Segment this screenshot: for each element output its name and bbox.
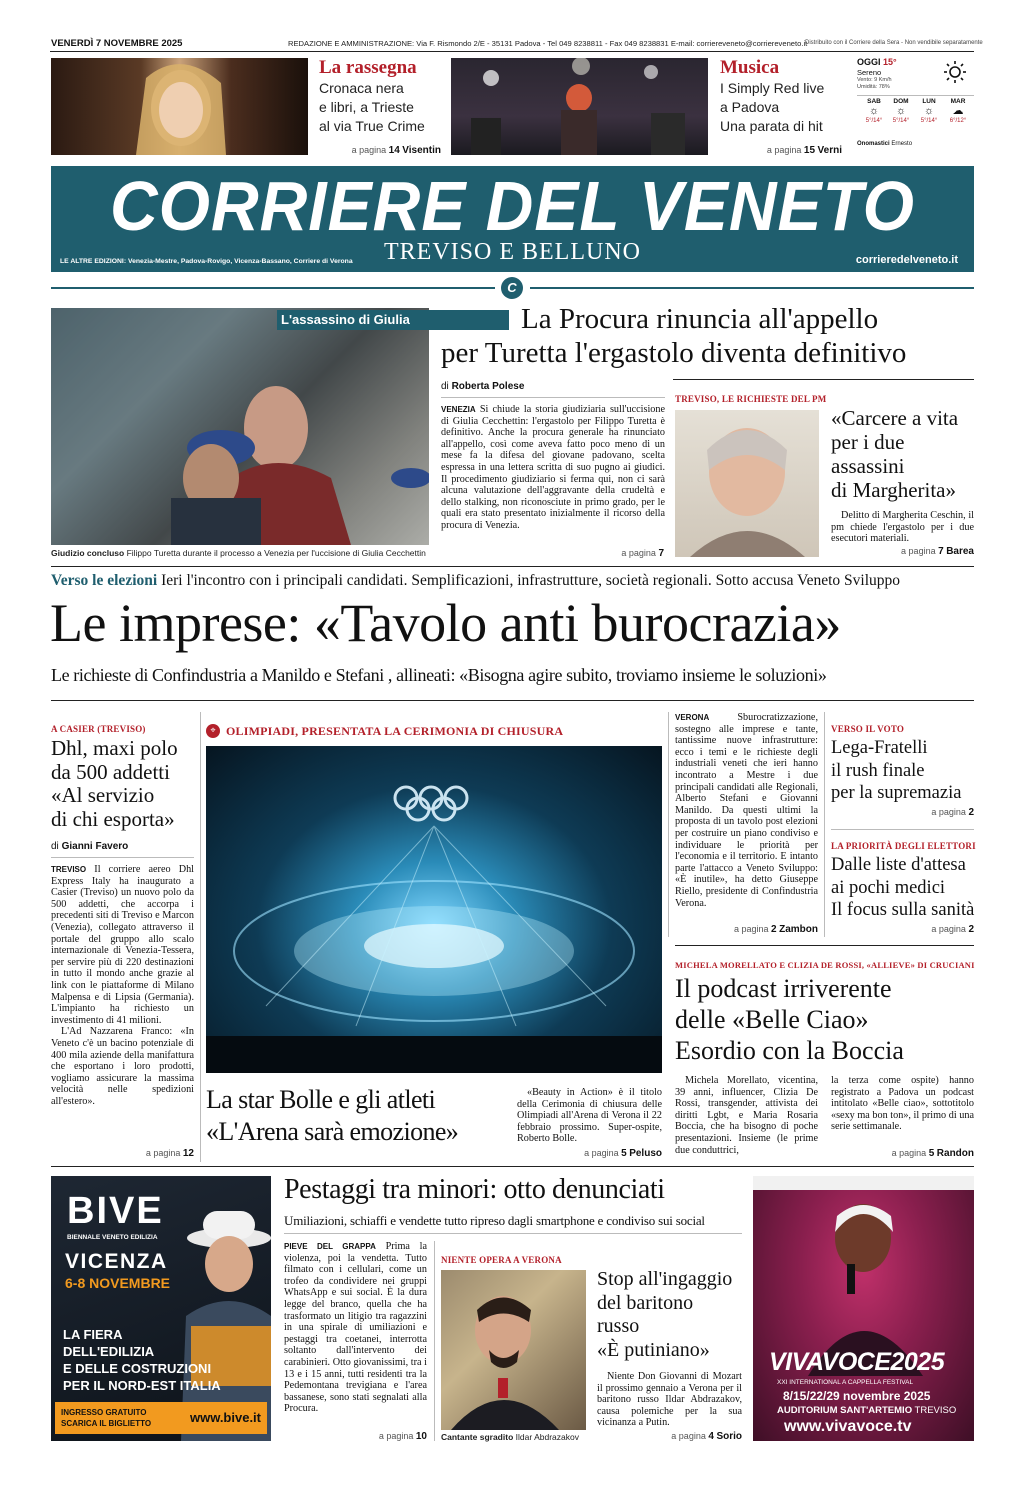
concert-illustration (451, 58, 708, 155)
weather-wind: Vento: 9 Km/h (857, 77, 892, 83)
sun-small-icon: ☼ (923, 105, 935, 117)
opera-pageref[interactable]: a pagina 4 Sorio (671, 1431, 742, 1442)
bive-ad[interactable] (51, 1176, 271, 1441)
teaser-pageref-musica[interactable]: a pagina 15 Verni (766, 145, 842, 156)
masthead-title[interactable]: CORRIERE DEL VENETO (109, 167, 916, 245)
teaser-lines-musica: I Simply Red live a Padova Una parata di hit (720, 80, 825, 134)
podcast-kicker: MICHELA MORELLATO E CLIZIA DE ROSSI, «ALLIEVE» DI CRUCIANI (675, 960, 975, 970)
minors-headline[interactable]: Pestaggi tra minori: otto denunciati (284, 1174, 665, 1205)
olympics-kicker: OLIMPIADI, PRESENTATA LA CERIMONIA DI CHIUSURA (226, 724, 564, 738)
olympics-pageref[interactable]: a pagina 5 Peluso (584, 1148, 662, 1159)
portrait-illustration (441, 1270, 586, 1430)
bive-site[interactable]: www.bive.it (189, 1410, 261, 1425)
elections-summary: Verso le elezioni Ieri l'incontro con i principali candidati. Semplificazioni, infrastrutture, società regionali. Sotto accusa Veneto Sviluppo (51, 572, 901, 589)
lead-label: L'assassino di Giulia (277, 310, 509, 330)
casier-kicker: A CASIER (TREVISO) (51, 724, 146, 734)
vivavoce-festival: XXI INTERNATIONAL A CAPPELLA FESTIVAL (777, 1379, 914, 1386)
issue-date: VENERDÌ 7 NOVEMBRE 2025 (51, 38, 183, 49)
onomastico-label: Onomastici (857, 141, 890, 147)
distribution-note: Distribuito con il Corriere della Sera - Non vendibile separatamente (805, 40, 983, 46)
podcast-body-2: la terza come ospite) hanno registrato a Padova un podcast intitolato «Belle ciao», sottotitolo «sexy ma bon ton», il primo di una serie settimanale. (831, 1075, 974, 1133)
forecast-tue: MAR ☁ 6°/12° (945, 98, 971, 124)
treviso-kicker: TREVISO, LE RICHIESTE DEL PM (675, 394, 827, 404)
address-line: REDAZIONE E AMMINISTRAZIONE: Via F. Rismondo 2/E - 35131 Padova - Tel 049 8238811 - Fax 049 8238831 E-mail: corriereveneto@corriereveneto.it (288, 39, 808, 48)
forecast-sat: SAB ☼ 5°/14° (861, 98, 887, 124)
opera-headline[interactable]: Stop all'ingaggio del baritono russo «È putiniano» (597, 1268, 733, 1361)
treviso-headline[interactable]: «Carcere a vita per i due assassini di Margherita» (831, 406, 959, 502)
elections-body: VERONA Sburocratizzazione, sostegno alle imprese e tante, tantissime nuove infrastrutture: ecco i temi e le richieste degli industriali veneti che ieri hanno incontrato a Mestre i due principali candidati alle Regionali, Alberto Stefani e Giovanni Manildo. Da questi ultimi la proposta di un tavolo post elezioni per costruire un piano condiviso e individuare le priorità per l'economia e il territorio. E intanto parte l'attacco a Veneto Sviluppo: «È inutile», ha detto Giuseppe Riello, presidente di Confindustria Verona. (675, 712, 818, 909)
bive-logo: BIVE (67, 1190, 164, 1232)
opera-photo (441, 1270, 586, 1430)
olympics-icon: ⌖ (206, 724, 220, 738)
minors-body: PIEVE DEL GRAPPA Prima la violenza, poi la vendetta. Tutto filmato con i cellulari, come un trofeo da condividere nei gruppi WhatsApp e sui social. È la dura legge del branco, quella che ha trasformato un litigio tra ragazzini in una spirale di umiliazioni e pestaggi tra coetanei, interrotta soltanto dall'intervento dei carabinieri. Otto giovanissimi, tra i 13 e i 15 anni, tutti residenti tra la Pedemontana trevigiana e l'area bassanese, sono stati segnalati alla Procura. (284, 1241, 428, 1415)
vote-headline[interactable]: Lega-Fratelli il rush finale per la supremazia (831, 738, 962, 803)
lead-photo-illustration (51, 308, 429, 545)
lead-headline[interactable]: La Procura rinuncia all'appello per Turetta l'ergastolo diventa definitivo (441, 303, 907, 369)
masthead-edition: TREVISO E BELLUNO (384, 239, 641, 265)
weather-today-temp: 15° (883, 57, 897, 67)
sun-small-icon: ☼ (868, 105, 880, 117)
forecast-mon: LUN ☼ 5°/14° (916, 98, 942, 124)
bive-claim: LA FIERA DELL'EDILIZIA E DELLE COSTRUZIONI PER IL NORD-EST ITALIA (63, 1327, 221, 1393)
teaser-photo-musica (451, 58, 708, 155)
other-editions: LE ALTRE EDIZIONI: Venezia-Mestre, Padova-Rovigo, Vicenza-Bassano, Corriere di Verona (60, 258, 353, 265)
elections-subhead: Le richieste di Confindustria a Manildo e Stefani , allineati: «Bisogna agire subito, troviamo insieme le soluzioni» (51, 665, 827, 685)
opera-kicker: NIENTE OPERA A VERONA (441, 1255, 562, 1265)
lead-photo (51, 308, 429, 545)
lead-body: VENEZIA Si chiude la storia giudiziaria sull'uccisione di Giulia Cecchettin: l'ergastolo per Filippo Turetta è definitivo. Anche la procura generale ha rinunciato all'appello, così come aveva fatto poco meno di un mese fa la difesa del giovane padovano, scelta espressa in una lettera scritta di suo pugno ai giudici. Il procedimento giudiziario si ferma qui, non ci sarà alcuna valutazione dell'aggravante della crudeltà e dello stalking, non riconosciute in primo grado, per le quali era stato presentato inizialmente il ricorso della procura di Venezia. (441, 404, 665, 531)
lead-pageref[interactable]: a pagina 7 (621, 548, 664, 559)
casier-body: TREVISO Il corriere aereo Dhl Express Italy ha inaugurato a Casier (Treviso) un nuovo polo da 500 addetti, che accorpa i precedenti siti di Treviso e Marcon (Venezia), collegato attraverso il portale del gruppo allo scalo internazionale di Venezia-Tessera, per servire più di 220 destinazioni in tutto il mondo anche grazie al link con le piattaforme di Milano Malpensa e di Lipsia (Germania). L'impianto ha richiesto un investimento di 41 milioni. L'Ad Nazzarena Franco: «In Veneto c'è un bacino potenziale di 400 mila aziende della manifattura che esportano i loro prodotti, vogliamo assicurare la massima velocità nelle spedizioni all'estero». (51, 864, 194, 1107)
arena-illustration (206, 746, 662, 1073)
olympics-body: «Beauty in Action» è il titolo della Cerimonia di chiusura delle Olimpiadi all'Arena di Verona il 22 febbraio prossimo. Super-ospite, Roberto Bolle. (517, 1087, 662, 1145)
priority-kicker: LA PRIORITÀ DEGLI ELETTORI (831, 841, 976, 851)
casier-headline[interactable]: Dhl, maxi polo da 500 addetti «Al servizio di chi esporta» (51, 736, 178, 831)
minors-subhead: Umiliazioni, schiaffi e vendette tutto ripreso dagli smartphone e condiviso sui social (284, 1213, 705, 1228)
onomastico-name: Ernesto (891, 141, 913, 147)
bive-entry-box[interactable]: INGRESSO GRATUITO SCARICA IL BIGLIETTO www.bive.it (55, 1402, 267, 1434)
vivavoce-logo: VIVAVOCE2025 (769, 1348, 945, 1376)
teaser-pageref-rassegna[interactable]: a pagina 14 Visentin (351, 145, 441, 156)
podcast-pageref[interactable]: a pagina 5 Randon (891, 1148, 974, 1159)
treviso-body: Delitto di Margherita Ceschin, il pm chiede l'ergastolo per i due esecutori materiali. (831, 510, 974, 545)
treviso-photo (675, 410, 819, 557)
teaser-title-rassegna[interactable]: La rassegna (319, 57, 417, 78)
podcast-headline[interactable]: Il podcast irriverente delle «Belle Ciao» Esordio con la Boccia (675, 974, 904, 1065)
teaser-title-musica[interactable]: Musica (720, 57, 780, 78)
casier-byline: di Gianni Favero (51, 841, 129, 852)
vote-kicker: VERSO IL VOTO (831, 724, 905, 734)
bive-city: VICENZA (65, 1250, 168, 1273)
priority-pageref[interactable]: a pagina 2 (931, 924, 974, 935)
vivavoce-ad[interactable] (753, 1176, 974, 1441)
portrait-illustration (51, 58, 308, 155)
olympics-photo (206, 746, 662, 1073)
lead-caption: Giudizio concluso Filippo Turetta durante il processo a Venezia per l'uccisione di Giulia Cecchettin (51, 548, 426, 558)
teaser-photo-rassegna (51, 58, 308, 155)
masthead-site[interactable]: corrieredelveneto.it (855, 254, 958, 266)
treviso-pageref[interactable]: a pagina 7 Barea (901, 546, 974, 557)
forecast-sun: DOM ☼ 5°/14° (888, 98, 914, 124)
teaser-lines-rassegna: Cronaca nera e libri, a Trieste al via True Crime (319, 80, 425, 134)
masthead-logo-icon: C (501, 277, 523, 299)
masthead (51, 166, 974, 272)
portrait-illustration (675, 410, 819, 557)
sun-icon (943, 60, 967, 84)
lead-byline: di Roberta Polese (441, 381, 525, 392)
minors-pageref[interactable]: a pagina 10 (378, 1431, 427, 1442)
vivavoce-venue: AUDITORIUM SANT'ARTEMIO TREVISO (777, 1405, 957, 1416)
bive-tagline: BIENNALE VENETO EDILIZIA (67, 1234, 158, 1241)
vivavoce-dates: 8/15/22/29 novembre 2025 (783, 1389, 931, 1403)
weather-box (857, 57, 974, 155)
weather-today-label: OGGI (857, 57, 881, 67)
cloud-icon: ☁ (952, 105, 964, 117)
priority-headline[interactable]: Dalle liste d'attesa ai pochi medici Il focus sulla sanità (831, 855, 975, 920)
weather-humidity: Umidità: 78% (857, 84, 890, 90)
vote-pageref[interactable]: a pagina 2 (931, 807, 974, 818)
podcast-body-1: Michela Morellato, vicentina, 39 anni, influencer, Clizia De Rossi, transgender, attivista dei diritti Lgbt, e Maria Rosaria Boccia, che ha bisogno di poche presentazioni. Insieme (le prime due conduttrici, (675, 1075, 818, 1156)
olympics-headline[interactable]: La star Bolle e gli atleti «L'Arena sarà emozione» (206, 1085, 459, 1146)
sun-small-icon: ☼ (895, 105, 907, 117)
bive-dates: 6-8 NOVEMBRE (65, 1275, 171, 1291)
elections-headline[interactable]: Le imprese: «Tavolo anti burocrazia» (50, 593, 841, 653)
elections-pageref[interactable]: a pagina 2 Zambon (733, 924, 818, 935)
opera-caption: Cantante sgradito Ildar Abdrazakov (441, 1432, 579, 1442)
opera-body: Niente Don Giovanni di Mozart il prossimo gennaio a Verona per il baritono russo Ildar Abdrazakov, causa polemiche per la sua vicinanza a Putin. (597, 1371, 742, 1429)
vivavoce-site[interactable]: www.vivavoce.tv (784, 1418, 912, 1435)
weather-condition: Sereno (857, 68, 882, 77)
casier-pageref[interactable]: a pagina 12 (145, 1148, 194, 1159)
